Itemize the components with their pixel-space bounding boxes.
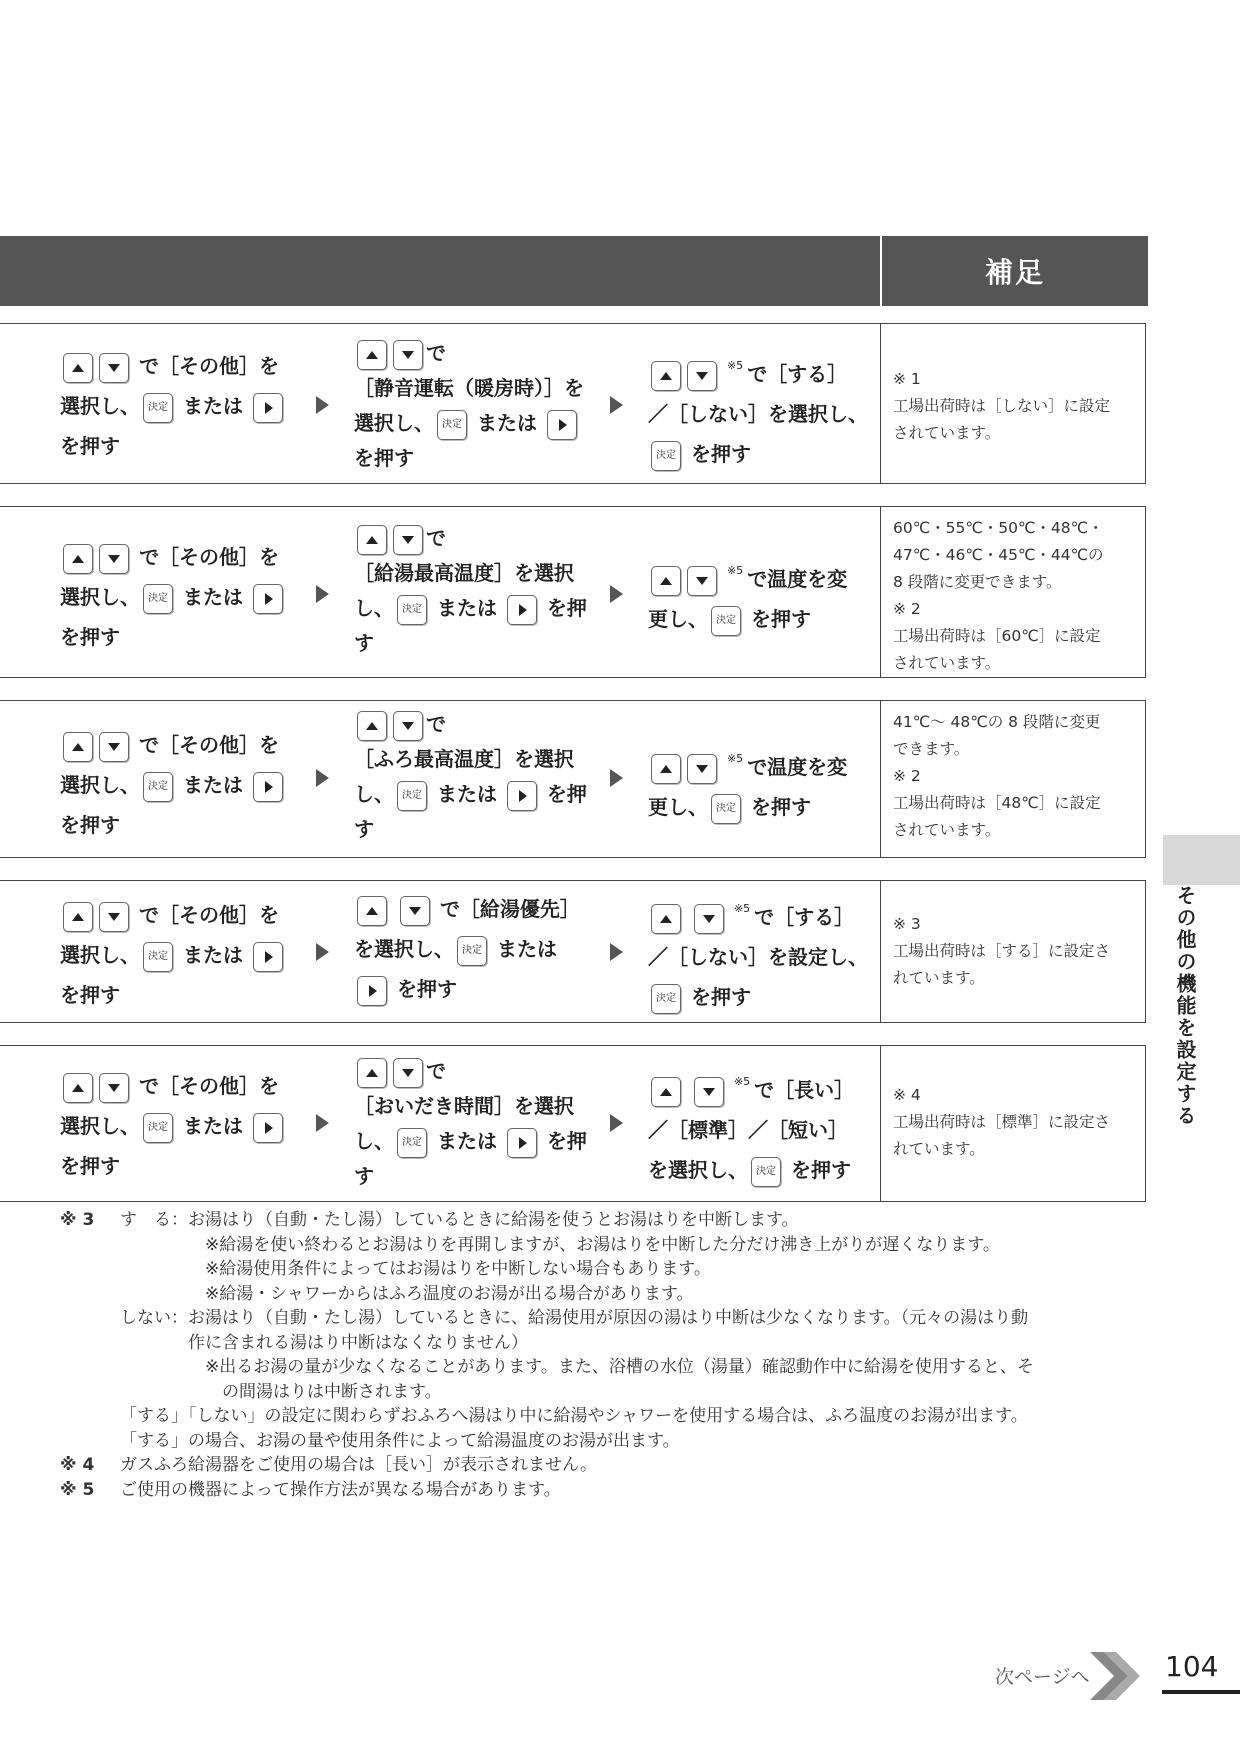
table-row [0, 880, 1146, 1023]
down-button-icon [99, 353, 129, 383]
header-title-supplement: 補足 [984, 256, 1045, 289]
up-button-icon [651, 566, 681, 596]
up-button-icon [357, 525, 387, 555]
footnote-line: ※給湯使用条件によってはお湯はりを中断しない場合もあります。 [120, 1259, 711, 1279]
supplement-note: 41℃～ 48℃の 8 段階に変更 できます。 ※ 2 工場出荷時は［48℃］に設定 されています。 [880, 701, 1144, 857]
down-button-icon [694, 1077, 724, 1107]
step3: $^{※5}$ で温度を変 更し、 決定 を押す [648, 551, 847, 639]
supplement-note: ※ 1 工場出荷時は［しない］に設定 されています。 [880, 324, 1144, 483]
ok-button-icon: 決定 [711, 794, 741, 824]
ok-button-icon: 決定 [143, 772, 173, 802]
table-row [0, 323, 1146, 484]
up-button-icon [651, 1077, 681, 1107]
supplement-note: ※ 3 工場出荷時は［する］に設定さ れています。 [880, 881, 1144, 1022]
footnote-line: 作に含まれる湯はり中断はなくなりません） [120, 1332, 528, 1353]
step2: で ［ふろ最高温度］を選択 し、 決定 または を押 す [354, 712, 587, 841]
footnote-line: ※給湯を使い終わるとお湯はりを再開しますが、お湯はりを中断した分だけ沸き上がりが遅くなります。 [120, 1234, 1000, 1255]
up-button-icon [357, 896, 387, 926]
flow-arrow-icon [610, 769, 623, 787]
step2: で ［静音運転（暖房時）］を 選択し、 決定 または を押す [354, 341, 584, 470]
step1: で［その他］を 選択し、 決定 または を押す [60, 725, 286, 845]
footnote-line: ※ 4 ガスふろ給湯器をご使用の場合は［長い］が表示されません。 [60, 1455, 598, 1475]
up-button-icon [63, 902, 93, 932]
down-button-icon [687, 361, 717, 391]
supplement-note: ※ 4 工場出荷時は［標準］に設定さ れています。 [880, 1046, 1144, 1201]
ok-button-icon: 決定 [143, 393, 173, 423]
flow-arrow-icon [316, 1114, 329, 1132]
down-button-icon [99, 732, 129, 762]
ok-button-icon: 決定 [397, 781, 427, 811]
down-button-icon [694, 904, 724, 934]
down-button-icon [393, 340, 423, 370]
down-button-icon [393, 525, 423, 555]
down-button-icon [99, 1073, 129, 1103]
right-button-icon [547, 410, 577, 440]
down-button-icon [393, 711, 423, 741]
ok-button-icon: 決定 [143, 1113, 173, 1143]
footnote-line: ※ 3 す る：お湯はり（自動・たし湯）しているときに給湯を使うとお湯はりを中断します。 [60, 1210, 799, 1230]
down-button-icon [687, 754, 717, 784]
flow-arrow-icon [610, 1114, 623, 1132]
up-button-icon [357, 1058, 387, 1088]
ok-button-icon: 決定 [143, 584, 173, 614]
ok-button-icon: 決定 [651, 441, 681, 471]
right-button-icon [253, 584, 283, 614]
footnote-line: ※出るお湯の量が少なくなることがあります。また、浴槽の水位（湯量）確認動作中に給湯を使用すると、そ [120, 1357, 1034, 1377]
flow-arrow-icon [610, 396, 623, 414]
next-page-label: 次ページへ [995, 1666, 1090, 1688]
up-button-icon [63, 353, 93, 383]
flow-arrow-icon [316, 943, 329, 961]
supplement-note: 60℃・55℃・50℃・48℃・ 47℃・46℃・45℃・44℃の 8 段階に変更できます。 ※ 2 工場出荷時は［60℃］に設定 されています。 [880, 507, 1144, 677]
step1: で［その他］を 選択し、 決定 または を押す [60, 537, 286, 657]
right-button-icon [507, 595, 537, 625]
page-number-rule [1162, 1690, 1240, 1694]
right-button-icon [507, 781, 537, 811]
up-button-icon [63, 1073, 93, 1103]
down-button-icon [99, 544, 129, 574]
ok-button-icon: 決定 [143, 942, 173, 972]
footnote-line: の間湯はりは中断されます。 [120, 1381, 442, 1402]
ok-button-icon: 決定 [751, 1157, 781, 1187]
footnote-line: 「する」の場合、お湯の量や使用条件によって給湯温度のお湯が出ます。 [120, 1430, 680, 1451]
step3: $^{※5}$ で［長い］ ／［標準］／［短い］ を選択し、 決定 を押す [648, 1062, 854, 1190]
right-button-icon [253, 1113, 283, 1143]
section-tab [1163, 835, 1240, 885]
right-button-icon [253, 942, 283, 972]
flow-arrow-icon [316, 585, 329, 603]
step1: で［その他］を 選択し、 決定 または を押す [60, 1066, 286, 1186]
step3: $^{※5}$ で［する］ ／［しない］を設定し、 決定 を押す [648, 889, 868, 1017]
table-row [0, 506, 1146, 678]
ok-button-icon: 決定 [457, 936, 487, 966]
next-page-arrow-icon [1090, 1648, 1140, 1704]
footnotes [60, 1208, 1160, 1502]
down-button-icon [400, 896, 430, 926]
footnote-line: 「する」「しない」の設定に関わらずおふろへ湯はり中に給湯やシャワーを使用する場合は、ふろ温度のお湯が出ます。 [120, 1406, 1028, 1426]
ok-button-icon: 決定 [397, 1128, 427, 1158]
step3: $^{※5}$ で［する］ ／［しない］を選択し、 決定 を押す [648, 346, 868, 474]
step2: で［給湯優先］ を選択し、 決定 または を押す [354, 889, 580, 1009]
step2: で ［給湯最高温度］を選択 し、 決定 または を押 す [354, 526, 587, 655]
step1: で［その他］を 選択し、 決定 または を押す [60, 346, 286, 466]
up-button-icon [651, 904, 681, 934]
down-button-icon [393, 1058, 423, 1088]
up-button-icon [357, 711, 387, 741]
footnote-line: ※ 5 ご使用の機器によって操作方法が異なる場合があります。 [60, 1479, 561, 1500]
down-button-icon [99, 902, 129, 932]
step1: で［その他］を 選択し、 決定 または を押す [60, 895, 286, 1015]
page-number: 104 [1165, 1650, 1219, 1683]
up-button-icon [63, 544, 93, 574]
ok-button-icon: 決定 [437, 410, 467, 440]
up-button-icon [357, 340, 387, 370]
down-button-icon [687, 566, 717, 596]
right-button-icon [507, 1128, 537, 1158]
footnote-line: しない：お湯はり（自動・たし湯）しているときに、給湯使用が原因の湯はり中断は少なくなります。（元々の湯はり動 [120, 1308, 1029, 1328]
flow-arrow-icon [316, 396, 329, 414]
table-row [0, 1045, 1146, 1202]
right-button-icon [357, 976, 387, 1006]
up-button-icon [651, 361, 681, 391]
section-tab-label: その他の機能を設定する [1173, 885, 1197, 1127]
table-row [0, 700, 1146, 858]
up-button-icon [651, 754, 681, 784]
footnote-line: ※給湯・シャワーからはふろ温度のお湯が出る場合があります。 [120, 1283, 694, 1304]
ok-button-icon: 決定 [397, 595, 427, 625]
right-button-icon [253, 772, 283, 802]
flow-arrow-icon [610, 943, 623, 961]
step3: $^{※5}$ で温度を変 更し、 決定 を押す [648, 739, 847, 827]
up-button-icon [63, 732, 93, 762]
flow-arrow-icon [316, 769, 329, 787]
ok-button-icon: 決定 [711, 606, 741, 636]
flow-arrow-icon [610, 585, 623, 603]
right-button-icon [253, 393, 283, 423]
ok-button-icon: 決定 [651, 984, 681, 1014]
step2: で ［おいだき時間］を選択 し、 決定 または を押 す [354, 1059, 587, 1188]
